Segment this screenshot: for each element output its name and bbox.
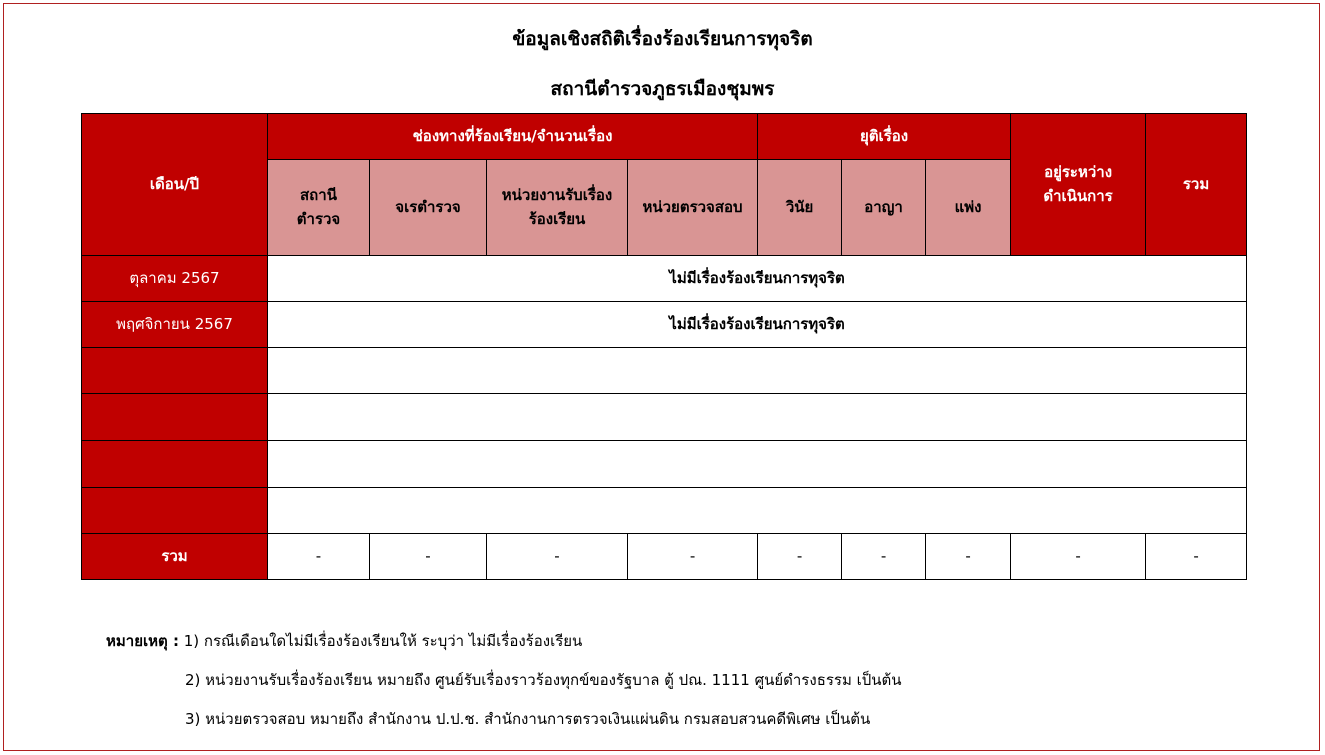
total-value: -	[1011, 534, 1146, 580]
col-header-complaint-agency-text: หน่วยงานรับเรื่อง ร้องเรียน	[501, 186, 613, 228]
table-row	[82, 256, 1247, 302]
col-header-criminal: อาญา	[842, 160, 926, 256]
document-subtitle: สถานีตำรวจภูธรเมืองชุมพร	[550, 78, 775, 100]
col-header-in-progress-text: อยู่ระหว่าง ดำเนินการ	[1043, 163, 1113, 205]
row-message	[268, 348, 1247, 394]
col-header-police-station	[268, 160, 370, 256]
row-month: พฤศจิกายน 2567	[82, 302, 268, 348]
col-header-complaint-agency	[487, 160, 628, 256]
row-message: ไม่มีเรื่องร้องเรียนการทุจริต	[268, 256, 1247, 302]
row-month	[82, 488, 268, 534]
row-month	[82, 394, 268, 441]
header-row-1	[82, 114, 1247, 160]
total-value: -	[487, 534, 628, 580]
col-header-civil: แพ่ง	[926, 160, 1011, 256]
total-value: -	[842, 534, 926, 580]
table-row	[82, 348, 1247, 394]
note-item: 2) หน่วยงานรับเรื่องร้องเรียน หมายถึง ศูนย์รับเรื่องราวร้องทุกข์ของรัฐบาล ตู้ ปณ. 1111 ศูนย์ดำรงธรรม เป็นต้น	[185, 671, 902, 689]
col-header-police-inspector: จเรตำรวจ	[370, 160, 487, 256]
col-header-total: รวม	[1146, 114, 1247, 256]
total-label: รวม	[82, 534, 268, 580]
total-row	[82, 534, 1247, 580]
col-header-month: เดือน/ปี	[82, 114, 268, 256]
col-header-police-station-text: สถานี ตำรวจ	[296, 186, 341, 228]
document-title: ข้อมูลเชิงสถิติเรื่องร้องเรียนการทุจริต	[512, 28, 813, 50]
group-header-channels: ช่องทางที่ร้องเรียน/จำนวนเรื่อง	[268, 114, 758, 160]
col-header-discipline: วินัย	[758, 160, 842, 256]
table-row	[82, 302, 1247, 348]
notes-section	[106, 622, 902, 739]
total-value: -	[926, 534, 1011, 580]
table-row	[82, 441, 1247, 488]
statistics-table	[81, 113, 1247, 580]
note-item: 1) กรณีเดือนใดไม่มีเรื่องร้องเรียนให้ ระบุว่า ไม่มีเรื่องร้องเรียน	[183, 632, 583, 650]
col-header-audit-unit: หน่วยตรวจสอบ	[628, 160, 758, 256]
row-message	[268, 394, 1247, 441]
total-value: -	[758, 534, 842, 580]
table-row	[82, 394, 1247, 441]
group-header-settled: ยุติเรื่อง	[758, 114, 1011, 160]
table-row	[82, 488, 1247, 534]
notes-label: หมายเหตุ :	[106, 632, 179, 650]
total-value: -	[628, 534, 758, 580]
note-line-1	[106, 622, 902, 661]
row-month	[82, 348, 268, 394]
row-message	[268, 488, 1247, 534]
note-item: 3) หน่วยตรวจสอบ หมายถึง สำนักงาน ป.ป.ช. สำนักงานการตรวจเงินแผ่นดิน กรมสอบสวนคดีพิเศษ เป็นต้น	[185, 710, 871, 728]
row-month: ตุลาคม 2567	[82, 256, 268, 302]
row-month	[82, 441, 268, 488]
total-value: -	[268, 534, 370, 580]
document-page	[3, 3, 1320, 751]
row-message	[268, 441, 1247, 488]
total-value: -	[1146, 534, 1247, 580]
col-header-in-progress	[1011, 114, 1146, 256]
row-message: ไม่มีเรื่องร้องเรียนการทุจริต	[268, 302, 1247, 348]
total-value: -	[370, 534, 487, 580]
